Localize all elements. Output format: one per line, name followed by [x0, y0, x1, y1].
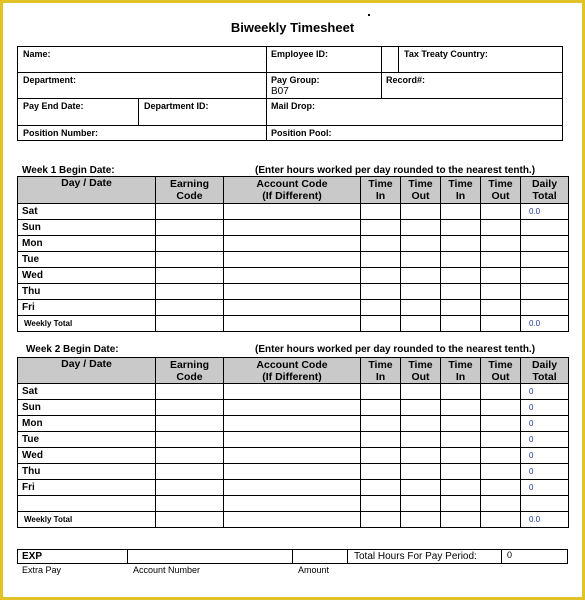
day-row-wed: [18, 268, 569, 284]
weekly-total-blank: [441, 316, 481, 332]
day-label: Mon: [18, 416, 156, 432]
time-out-cell[interactable]: [401, 416, 441, 432]
time-in-2-cell[interactable]: [441, 480, 481, 496]
time-out-cell[interactable]: [401, 480, 441, 496]
total-hours-value[interactable]: 0: [507, 550, 513, 560]
account-code-cell[interactable]: [224, 448, 361, 464]
daily-total-cell: 0: [521, 384, 569, 400]
time-out-2-cell[interactable]: [481, 464, 521, 480]
amount-label: Amount: [298, 565, 330, 575]
week2-begin-date-label: Week 2 Begin Date:: [26, 344, 119, 355]
department-label: Department:: [23, 75, 77, 85]
time-out-2-cell[interactable]: [481, 300, 521, 316]
time-in-cell[interactable]: [361, 464, 401, 480]
time-in-cell[interactable]: [361, 204, 401, 220]
day-row-sat: [18, 384, 569, 400]
time-in-cell[interactable]: [361, 268, 401, 284]
weekly-total-blank: [224, 512, 361, 528]
time-out-cell[interactable]: [401, 400, 441, 416]
earning-code-cell[interactable]: [156, 480, 224, 496]
daily-total-cell: [521, 220, 569, 236]
day-label: Thu: [18, 284, 156, 300]
weekly-total-blank: [156, 512, 224, 528]
time-out-2-cell[interactable]: [481, 432, 521, 448]
blank-row: [18, 496, 569, 512]
time-out-2-cell[interactable]: [481, 204, 521, 220]
day-row-thu: [18, 464, 569, 480]
col-account-code: Account Code (If Different): [224, 177, 361, 204]
stray-dot: [368, 14, 370, 16]
col-time-out: Time Out: [401, 358, 441, 384]
time-in-2-cell[interactable]: [441, 300, 481, 316]
weekly-total-label: Weekly Total: [18, 512, 156, 528]
week1-begin-date-label: Week 1 Begin Date:: [22, 165, 115, 176]
time-in-2-cell[interactable]: [441, 400, 481, 416]
daily-total-cell: [521, 300, 569, 316]
daily-total-cell: [521, 268, 569, 284]
earning-code-cell[interactable]: [156, 204, 224, 220]
col-earning-code: Earning Code: [156, 358, 224, 384]
time-in-2-cell[interactable]: [441, 252, 481, 268]
time-out-2-cell[interactable]: [481, 236, 521, 252]
time-in-cell[interactable]: [361, 220, 401, 236]
pay-end-date-label: Pay End Date:: [23, 101, 84, 111]
time-out-2-cell[interactable]: [481, 384, 521, 400]
blank-cell[interactable]: [521, 496, 569, 512]
time-out-2-cell[interactable]: [481, 448, 521, 464]
day-label: Wed: [18, 448, 156, 464]
earning-code-cell[interactable]: [156, 448, 224, 464]
weekly-total-row: [18, 316, 569, 332]
weekly-total-label: Weekly Total: [18, 316, 156, 332]
day-row-tue: [18, 432, 569, 448]
time-out-cell[interactable]: [401, 268, 441, 284]
account-code-cell[interactable]: [224, 480, 361, 496]
day-label: Fri: [18, 480, 156, 496]
day-label: Sun: [18, 400, 156, 416]
col-day-date: Day / Date: [18, 358, 156, 384]
time-out-cell[interactable]: [401, 284, 441, 300]
daily-total-cell: [521, 252, 569, 268]
account-code-cell[interactable]: [224, 432, 361, 448]
col-time-out-2: Time Out: [481, 177, 521, 204]
week2-table: [17, 357, 569, 528]
day-row-mon: [18, 236, 569, 252]
weekly-total-row: [18, 512, 569, 528]
time-out-2-cell[interactable]: [481, 252, 521, 268]
time-in-cell[interactable]: [361, 300, 401, 316]
time-out-2-cell[interactable]: [481, 268, 521, 284]
daily-total-cell: 0: [521, 432, 569, 448]
time-out-cell[interactable]: [401, 432, 441, 448]
blank-cell[interactable]: [401, 496, 441, 512]
total-hours-label: Total Hours For Pay Period:: [354, 551, 477, 562]
earning-code-cell[interactable]: [156, 268, 224, 284]
day-row-sat: [18, 204, 569, 220]
name-label: Name:: [23, 49, 51, 59]
blank-cell[interactable]: [156, 496, 224, 512]
earning-code-cell[interactable]: [156, 284, 224, 300]
col-day-date: Day / Date: [18, 177, 156, 204]
time-out-cell[interactable]: [401, 384, 441, 400]
weekly-total-blank: [481, 512, 521, 528]
time-in-2-cell[interactable]: [441, 448, 481, 464]
day-row-fri: [18, 480, 569, 496]
time-in-cell[interactable]: [361, 480, 401, 496]
time-in-2-cell[interactable]: [441, 236, 481, 252]
time-in-2-cell[interactable]: [441, 384, 481, 400]
day-row-fri: [18, 300, 569, 316]
time-in-2-cell[interactable]: [441, 204, 481, 220]
account-code-cell[interactable]: [224, 416, 361, 432]
time-in-cell[interactable]: [361, 236, 401, 252]
earning-code-cell[interactable]: [156, 416, 224, 432]
weekly-total-blank: [441, 512, 481, 528]
weekly-total-blank: [156, 316, 224, 332]
time-out-cell[interactable]: [401, 204, 441, 220]
time-out-cell[interactable]: [401, 464, 441, 480]
week1-header-row: [18, 177, 569, 204]
day-label: Wed: [18, 268, 156, 284]
col-time-out: Time Out: [401, 177, 441, 204]
week1-table: [17, 176, 569, 332]
account-code-cell[interactable]: [224, 204, 361, 220]
daily-total-cell: 0: [521, 480, 569, 496]
day-row-wed: [18, 448, 569, 464]
time-in-cell[interactable]: [361, 384, 401, 400]
col-daily-total: Daily Total: [521, 358, 569, 384]
earning-code-cell[interactable]: [156, 252, 224, 268]
time-in-2-cell[interactable]: [441, 432, 481, 448]
col-daily-total: Daily Total: [521, 177, 569, 204]
time-out-2-cell[interactable]: [481, 416, 521, 432]
position-pool-label: Position Pool:: [271, 128, 332, 138]
col-time-in: Time In: [361, 358, 401, 384]
earning-code-cell[interactable]: [156, 300, 224, 316]
weekly-total-blank: [361, 512, 401, 528]
col-earning-code: Earning Code: [156, 177, 224, 204]
time-out-cell[interactable]: [401, 252, 441, 268]
account-number-label: Account Number: [133, 565, 201, 575]
col-account-code: Account Code (If Different): [224, 358, 361, 384]
col-time-in: Time In: [361, 177, 401, 204]
day-row-mon: [18, 416, 569, 432]
account-code-cell[interactable]: [224, 464, 361, 480]
daily-total-cell: [521, 236, 569, 252]
week2-instructions: (Enter hours worked per day rounded to the nearest tenth.): [255, 344, 536, 355]
blank-cell[interactable]: [441, 496, 481, 512]
account-code-cell[interactable]: [224, 220, 361, 236]
col-time-in-2: Time In: [441, 358, 481, 384]
day-label: Sat: [18, 384, 156, 400]
daily-total-cell: 0: [521, 464, 569, 480]
day-label: Tue: [18, 252, 156, 268]
tax-treaty-label: Tax Treaty Country:: [404, 49, 488, 59]
account-code-cell[interactable]: [224, 236, 361, 252]
account-code-cell[interactable]: [224, 252, 361, 268]
department-id-label: Department ID:: [144, 101, 209, 111]
employee-id-label: Employee ID:: [271, 49, 329, 59]
weekly-total-blank: [224, 316, 361, 332]
day-row-sun: [18, 220, 569, 236]
weekly-total-value: 0.0: [521, 316, 569, 332]
weekly-total-blank: [481, 316, 521, 332]
daily-total-cell: [521, 284, 569, 300]
time-in-cell[interactable]: [361, 284, 401, 300]
weekly-total-blank: [361, 316, 401, 332]
time-out-cell[interactable]: [401, 448, 441, 464]
weekly-total-value: 0.0: [521, 512, 569, 528]
time-out-2-cell[interactable]: [481, 400, 521, 416]
daily-total-cell: 0: [521, 400, 569, 416]
time-in-2-cell[interactable]: [441, 284, 481, 300]
blank-cell[interactable]: [18, 496, 156, 512]
pay-group-label: Pay Group:: [271, 75, 320, 85]
account-code-cell[interactable]: [224, 384, 361, 400]
extra-pay-label: Extra Pay: [22, 565, 62, 575]
col-time-out-2: Time Out: [481, 358, 521, 384]
day-label: Mon: [18, 236, 156, 252]
account-code-cell[interactable]: [224, 400, 361, 416]
day-row-thu: [18, 284, 569, 300]
pay-group-value[interactable]: B07: [271, 86, 289, 97]
blank-cell[interactable]: [481, 496, 521, 512]
account-code-cell[interactable]: [224, 268, 361, 284]
mail-drop-label: Mail Drop:: [271, 101, 315, 111]
blank-cell[interactable]: [361, 496, 401, 512]
earning-code-cell[interactable]: [156, 432, 224, 448]
earning-code-cell[interactable]: [156, 384, 224, 400]
earning-code-cell[interactable]: [156, 220, 224, 236]
time-out-cell[interactable]: [401, 236, 441, 252]
record-label: Record#:: [386, 75, 426, 85]
account-code-cell[interactable]: [224, 284, 361, 300]
position-number-label: Position Number:: [23, 128, 99, 138]
col-time-in-2: Time In: [441, 177, 481, 204]
time-in-cell[interactable]: [361, 400, 401, 416]
exp-label: EXP: [22, 551, 43, 562]
time-in-2-cell[interactable]: [441, 268, 481, 284]
day-label: Sat: [18, 204, 156, 220]
day-label: Thu: [18, 464, 156, 480]
time-out-2-cell[interactable]: [481, 284, 521, 300]
daily-total-cell: 0: [521, 448, 569, 464]
time-out-cell[interactable]: [401, 220, 441, 236]
time-out-cell[interactable]: [401, 300, 441, 316]
day-row-sun: [18, 400, 569, 416]
weekly-total-blank: [401, 512, 441, 528]
time-in-cell[interactable]: [361, 252, 401, 268]
earning-code-cell[interactable]: [156, 400, 224, 416]
day-label: Fri: [18, 300, 156, 316]
time-in-cell[interactable]: [361, 448, 401, 464]
day-label: Tue: [18, 432, 156, 448]
week2-header-row: [18, 358, 569, 384]
week1-instructions: (Enter hours worked per day rounded to the nearest tenth.): [255, 165, 536, 176]
day-row-tue: [18, 252, 569, 268]
earning-code-cell[interactable]: [156, 236, 224, 252]
time-in-2-cell[interactable]: [441, 464, 481, 480]
blank-cell[interactable]: [224, 496, 361, 512]
earning-code-cell[interactable]: [156, 464, 224, 480]
time-in-cell[interactable]: [361, 432, 401, 448]
time-out-2-cell[interactable]: [481, 480, 521, 496]
weekly-total-blank: [401, 316, 441, 332]
day-label: Sun: [18, 220, 156, 236]
time-out-2-cell[interactable]: [481, 220, 521, 236]
page-title: Biweekly Timesheet: [230, 20, 355, 35]
time-in-cell[interactable]: [361, 416, 401, 432]
time-in-2-cell[interactable]: [441, 220, 481, 236]
daily-total-cell: 0: [521, 416, 569, 432]
account-code-cell[interactable]: [224, 300, 361, 316]
daily-total-cell: 0.0: [521, 204, 569, 220]
time-in-2-cell[interactable]: [441, 416, 481, 432]
